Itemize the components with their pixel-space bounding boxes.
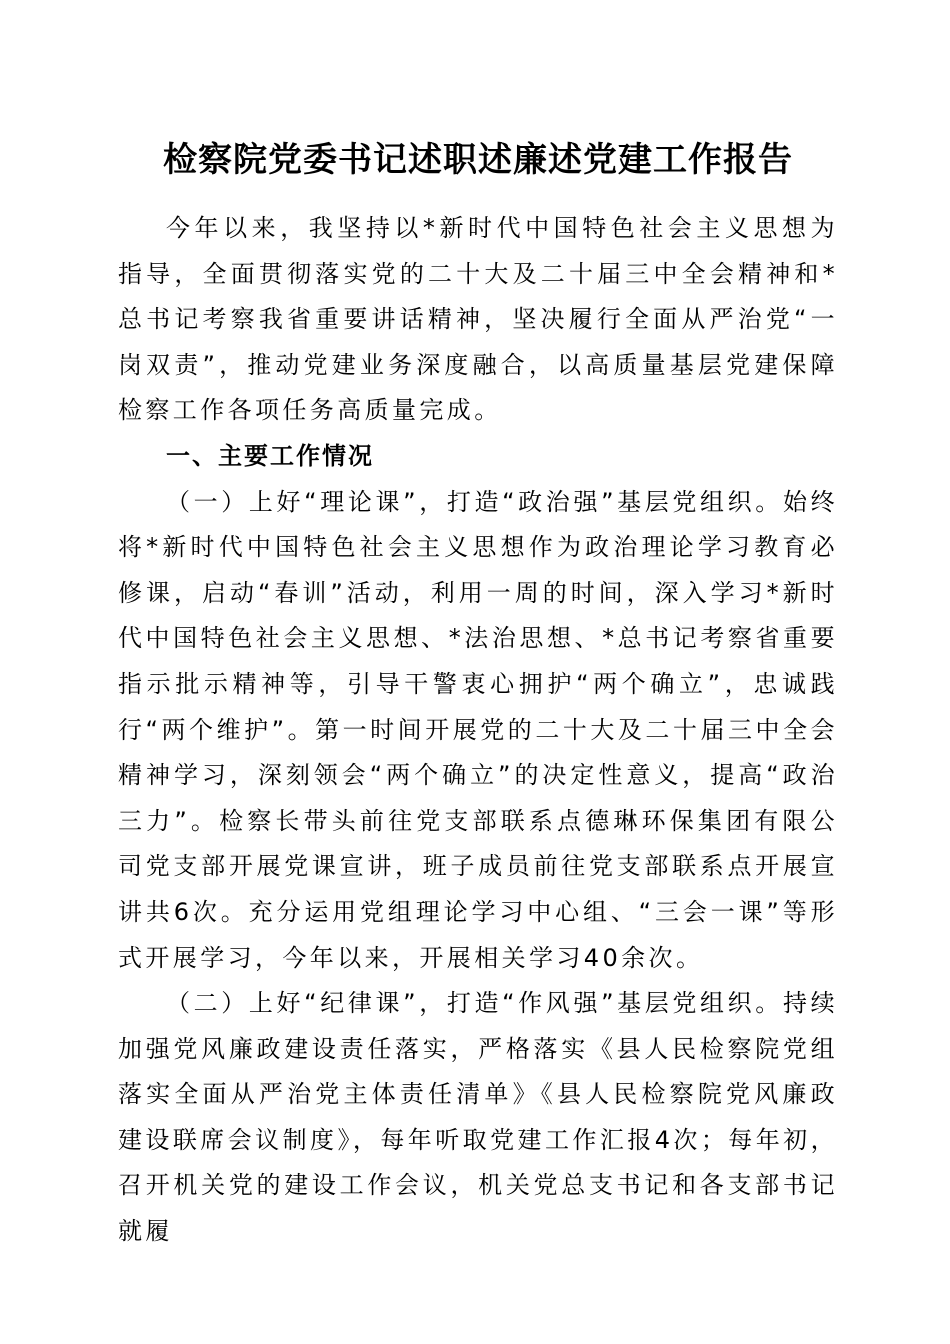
- item-body-2: 持续加强党风廉政建设责任落实，严格落实《县人民检察院党组落实全面从严治党主体责任清单》《县人民检察院党风廉政建设联席会议制度》，每年听取党建工作汇报4次；每年初，召开机关党的建设工作会议，机关党总支书记和各支部书记就履: [118, 989, 838, 1246]
- item-paragraph-2: [118, 981, 838, 1255]
- section-heading: 一、主要工作情况: [166, 441, 374, 470]
- item-title-1: （一）上好“理论课”，打造“政治强”基层党组织。: [166, 487, 783, 516]
- document-title: 检察院党委书记述职述廉述党建工作报告: [163, 140, 793, 180]
- intro-paragraph: 今年以来，我坚持以*新时代中国特色社会主义思想为指导，全面贯彻落实党的二十大及二十届三中全会精神和*总书记考察我省重要讲话精神，坚决履行全面从严治党“一岗双责”，推动党建业务深度融合，以高质量基层党建保障检察工作各项任务高质量完成。: [118, 214, 838, 425]
- item-paragraph-1: [118, 480, 838, 982]
- item-body-1: 始终将*新时代中国特色社会主义思想作为政治理论学习教育必修课，启动“春训”活动，利用一周的时间，深入学习*新时代中国特色社会主义思想、*法治思想、*总书记考察省重要指示批示精神等，引导干警衷心拥护“两个确立”，忠诚践行“两个维护”。第一时间开展党的二十大及二十届三中全会精神学习，深刻领会“两个确立”的决定性意义，提高“政治三力”。检察长带头前往党支部联系点德琳环保集团有限公司党支部开展党课宣讲，班子成员前往党支部联系点开展宣讲共6次。充分运用党组理论学习中心组、“三会一课”等形式开展学习，今年以来，开展相关学习40余次。: [118, 487, 838, 972]
- item-title-2: （二）上好“纪律课”，打造“作风强”基层党组织。: [166, 989, 783, 1018]
- document-page: [118, 128, 838, 1255]
